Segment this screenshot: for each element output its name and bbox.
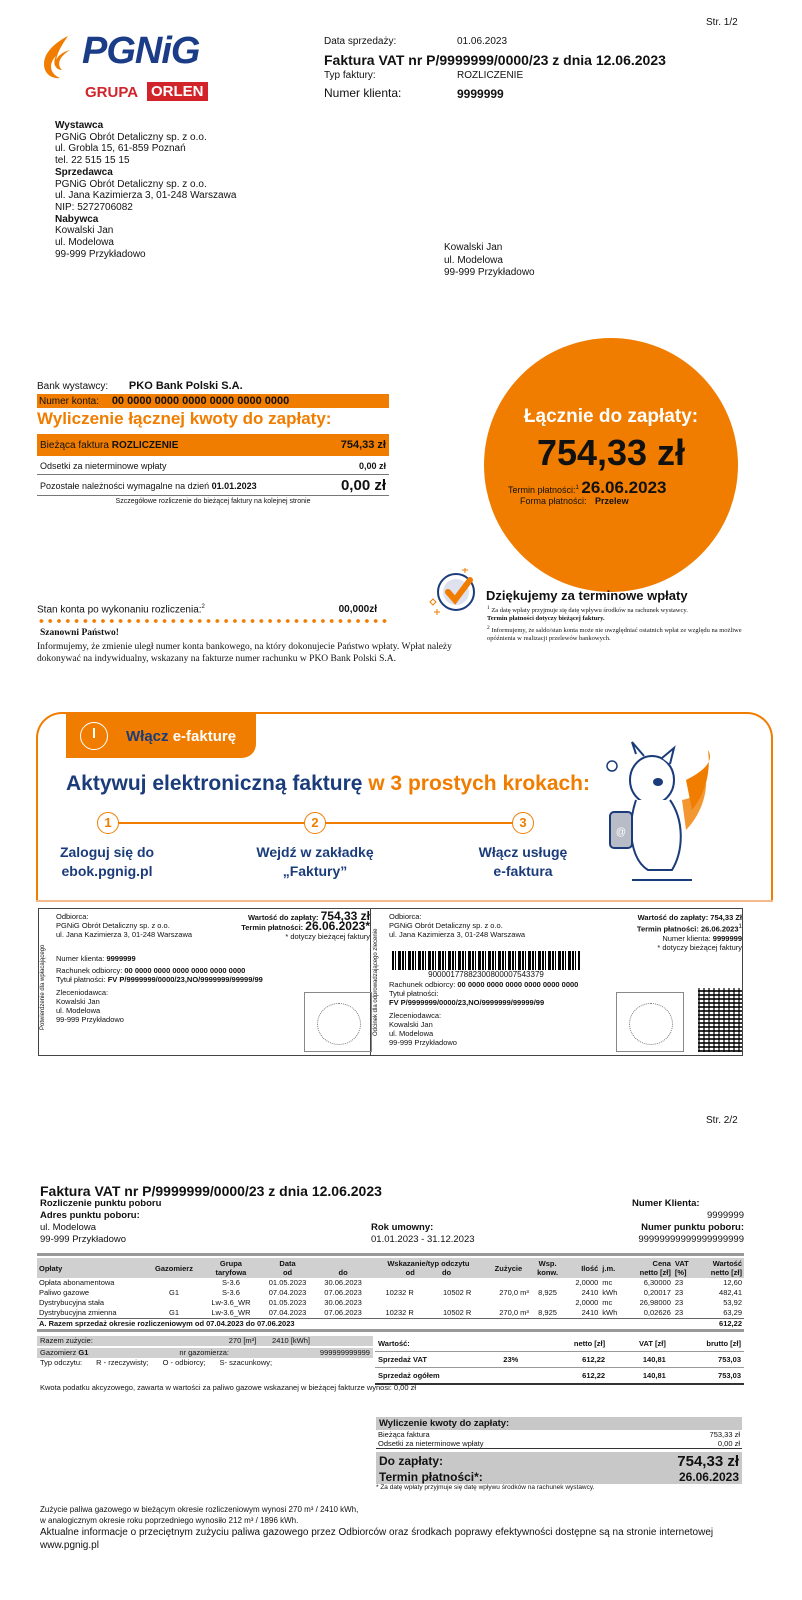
step-1-text	[42, 843, 172, 881]
headline-part-2: w 3 prostych krokach:	[368, 772, 591, 795]
total-amount: 754,33 zł	[536, 432, 686, 473]
payment-current-row	[376, 1430, 742, 1439]
line: ul. Jana Kazimierza 3, 01-248 Warszawa	[389, 930, 526, 939]
cell-coef: 8,925	[538, 1308, 557, 1317]
usage-kwh: 2410 [kWh]	[272, 1336, 310, 1345]
cell-price: 6,30000	[643, 1278, 671, 1287]
pod-value: 99999999999999999999	[638, 1234, 744, 1245]
svg-text:@: @	[615, 827, 627, 838]
cell-r-to	[428, 1278, 486, 1288]
buyer-line: ul. Modelowa	[55, 237, 114, 249]
note-sup: 2	[487, 625, 490, 631]
cell-price: 0,20017	[643, 1288, 671, 1297]
value: 9999999	[712, 933, 742, 943]
line: ul. Jana Kazimierza 3, 01-248 Warszawa	[56, 930, 193, 939]
col-header: Wskazanie/typ odczytu od do	[371, 1258, 486, 1278]
col-header: Data od	[260, 1258, 316, 1278]
issuer-line: ul. Grobla 15, 61-859 Poznań	[55, 143, 186, 155]
issuer-line: tel. 22 515 15 15	[55, 155, 130, 167]
col-header: Gazomierz	[146, 1258, 202, 1278]
step-2-text	[240, 843, 390, 881]
sum-label: A. Razem sprzedaż okresie rozliczeniowym od 07.04.2023 do 07.06.2023	[37, 1319, 697, 1331]
efaktura-headline	[66, 772, 590, 796]
col-header: VAT [%]	[673, 1258, 697, 1278]
payment-total-row	[376, 1452, 742, 1470]
usage-label: Razem zużycie:	[40, 1336, 93, 1345]
usage-total-bar	[37, 1336, 373, 1346]
value: 00 0000 0000 0000 0000 0000 0000	[124, 966, 246, 975]
cell-r-from: 10232 R	[385, 1288, 414, 1297]
col-header: Zużycie	[486, 1258, 531, 1278]
note: * dotyczy bieżącej faktury	[657, 942, 742, 952]
page-number: Str. 1/2	[706, 17, 738, 28]
cell-net: 53,92	[723, 1298, 742, 1307]
label: Tytuł płatności:	[389, 989, 439, 998]
line: 99-999 Przykładowo	[389, 1038, 457, 1047]
charge-row	[37, 1298, 744, 1308]
checkmark-badge-icon	[424, 568, 482, 620]
balance-sup: 2	[201, 604, 205, 610]
slip-left-details	[56, 954, 263, 1024]
charge-row	[37, 1308, 744, 1319]
payment-summary	[376, 1417, 742, 1491]
cell-meter: G1	[169, 1288, 180, 1297]
due-label: Termin płatności:	[508, 485, 576, 495]
cell-group: Lw-3.6_WR	[211, 1298, 251, 1307]
issuer-heading: Wystawca	[55, 120, 104, 131]
slip-right-amount	[580, 913, 742, 952]
step-line: Zaloguj się do	[59, 844, 155, 860]
total-title: Łącznie do zapłaty:	[523, 406, 699, 427]
step-number: 2	[304, 812, 326, 834]
thanks-note-2	[487, 624, 747, 643]
cell-meter	[146, 1278, 202, 1288]
calc-current-row	[37, 434, 389, 456]
calc-current-type: ROZLICZENIE	[111, 439, 179, 451]
vat-row	[375, 1352, 744, 1368]
step-number: 3	[512, 812, 534, 834]
slip-right-recipient	[389, 912, 525, 939]
label: Odsetki za nieterminowe wpłaty	[378, 1439, 484, 1448]
letter-greeting: Szanowni Państwo!	[40, 628, 119, 638]
payment-interest-row	[376, 1439, 742, 1449]
address-line: 99-999 Przykładowo	[444, 267, 535, 278]
parties-block	[55, 120, 236, 260]
vat-cell	[500, 1368, 539, 1385]
cell-vat: 23	[674, 1308, 684, 1317]
invoice-type: ROZLICZENIE	[457, 70, 524, 81]
line: 99-999 Przykładowo	[56, 1015, 124, 1024]
charges-table	[37, 1258, 744, 1332]
invoice-title: Faktura VAT nr P/9999999/0000/23 z dnia 12.06.2023	[324, 52, 666, 68]
page-2-title: Faktura VAT nr P/9999999/0000/23 z dnia 12.06.2023	[40, 1183, 382, 1199]
line: ul. Modelowa	[56, 1006, 101, 1015]
calc-other-date: 01.01.2023	[211, 480, 257, 491]
label: Numer klienta:	[56, 954, 105, 963]
cell-price: 26,98000	[639, 1298, 671, 1307]
footer-line: w analogicznym okresie roku poprzedniego wynosiło 212 m³ / 1896 kWh.	[40, 1516, 299, 1525]
vat-cell: 753,03	[669, 1368, 744, 1385]
buyer-line: Kowalski Jan	[55, 225, 114, 237]
cell-net: 63,29	[723, 1308, 742, 1317]
payment-title: Wyliczenie kwoty do zapłaty:	[376, 1417, 742, 1430]
calc-note: Szczegółowe rozliczenie do bieżącej faktury na kolejnej stronie	[115, 498, 311, 505]
step-number: 1	[97, 812, 119, 834]
value: 754,33 zł	[677, 1452, 739, 1470]
value: 26.06.2023*	[305, 919, 370, 933]
address-line: ul. Modelowa	[40, 1222, 96, 1233]
balance-row	[37, 604, 389, 615]
bank-name: PKO Bank Polski S.A.	[128, 380, 243, 392]
contract-year: 01.01.2023 - 31.12.2023	[371, 1234, 475, 1245]
vat-cell: Wartość:	[375, 1336, 500, 1352]
tab-word-1: Włącz	[126, 728, 169, 745]
mascot-dog-icon	[596, 740, 716, 890]
pod-label: Numer punktu poboru:	[641, 1222, 744, 1233]
cell-qty: 2,0000	[575, 1298, 599, 1307]
value: 754,33 Zł	[710, 913, 742, 922]
cell-net: 12,60	[723, 1278, 742, 1287]
buyer-line: 99-999 Przykładowo	[55, 248, 146, 260]
vat-header-row	[375, 1336, 744, 1352]
label: Numer klienta:	[662, 933, 711, 943]
cell-to: 07.06.2023	[324, 1308, 362, 1317]
address-label: Adres punktu poboru:	[40, 1210, 140, 1221]
seller-heading: Sprzedawca	[55, 166, 113, 178]
step-3-text	[458, 843, 588, 881]
sale-date-label: Data sprzedaży:	[324, 36, 397, 47]
line: Kowalski Jan	[56, 997, 100, 1006]
legend-item: O - odbiorcy;	[162, 1358, 206, 1367]
meter-bar	[37, 1348, 373, 1358]
contract-year-label: Rok umowny:	[371, 1222, 434, 1233]
slip-right-vertical-label: Odcinek dla odprowadzającego zlecenie	[373, 928, 379, 1036]
sale-date: 01.06.2023	[457, 36, 508, 47]
cell-unit: mc	[602, 1278, 613, 1287]
cell-unit: mc	[602, 1298, 613, 1307]
cell-group: Lw-3.6_WR	[211, 1308, 251, 1317]
step-line: Włącz usługę	[478, 844, 568, 860]
stamp-field	[616, 992, 684, 1052]
vat-cell: 612,22	[539, 1368, 608, 1385]
tab-word-2: e-fakturę	[172, 728, 237, 745]
label: Odbiorca:	[389, 912, 422, 921]
barcode	[392, 951, 580, 970]
line: PGNiG Obrót Detaliczny sp. z o.o.	[56, 921, 170, 930]
cell-to: 07.06.2023	[324, 1288, 362, 1297]
meter-no: 999999999999	[319, 1348, 370, 1357]
step-line: e-faktura	[493, 863, 553, 879]
qr-code	[698, 988, 742, 1052]
cell-group: S-3.6	[221, 1288, 240, 1297]
cell-to: 30.06.2023	[324, 1298, 362, 1307]
cell-vat: 23	[674, 1288, 684, 1297]
vat-cell: 140,81	[608, 1368, 669, 1385]
charges-sum-row	[37, 1319, 744, 1331]
due-row	[508, 478, 666, 498]
line: Kowalski Jan	[389, 1020, 433, 1029]
value: 754,33 zł	[320, 909, 370, 923]
label: Odbiorca:	[56, 912, 89, 921]
cell-usage: 270,0 m³	[499, 1308, 529, 1317]
col-header: j.m.	[600, 1258, 625, 1278]
cell-r-from	[371, 1298, 429, 1308]
group-prefix: GRUPA	[85, 84, 139, 101]
sum-value: 612,22	[697, 1319, 744, 1331]
cell-meter	[146, 1298, 202, 1308]
seller-line: ul. Jana Kazimierza 3, 01-248 Warszawa	[55, 190, 237, 202]
meter-no-label: nr gazomierza:	[179, 1348, 229, 1357]
cell-r-from	[371, 1278, 429, 1288]
value: FV P/9999999/0000/23,NO/9999999/99999/99	[389, 998, 545, 1007]
label: Zleceniodawca:	[56, 988, 109, 997]
banner-bottom-line	[36, 900, 773, 902]
calc-interest-value: 0,00 zł	[358, 460, 386, 471]
cell-name: Dystrybucyjna stała	[39, 1298, 105, 1307]
cell-from: 01.05.2023	[268, 1298, 307, 1307]
vat-cell: Sprzedaż VAT	[375, 1352, 500, 1368]
address-line: 99-999 Przykładowo	[40, 1234, 127, 1245]
thanks-note-1	[487, 604, 747, 623]
usage-block	[37, 1336, 373, 1367]
cell-group: S-3.6	[221, 1278, 240, 1287]
col-header: Opłaty	[37, 1258, 146, 1278]
calc-current-label: Bieżąca faktura	[40, 439, 109, 451]
note: * dotyczy bieżącej faktury	[285, 932, 370, 941]
cell-name: Paliwo gazowe	[39, 1288, 90, 1297]
line: ul. Modelowa	[389, 1029, 434, 1038]
vat-cell: Sprzedaż ogółem	[375, 1368, 500, 1385]
cell-usage: 270,0 m³	[499, 1288, 529, 1297]
issuer-line: PGNiG Obrót Detaliczny sp. z o.o.	[55, 131, 207, 143]
flame-logo-icon	[38, 34, 78, 80]
address-line: ul. Modelowa	[444, 254, 503, 266]
excise-note: Kwota podatku akcyzowego, zawarta w wartości za paliwo gazowe wskazanej w bieżącej fakturze wynosi: 0,00 zł	[40, 1383, 417, 1392]
cell-usage	[486, 1298, 531, 1308]
cell-coef	[531, 1298, 564, 1308]
col-header: Wsp. konw.	[531, 1258, 564, 1278]
calc-interest-row	[37, 457, 389, 475]
label: Do zapłaty:	[379, 1454, 444, 1468]
brand-logo: PGNiG	[82, 30, 200, 72]
label: Tytuł płatności:	[56, 975, 106, 984]
cell-net: 482,41	[719, 1288, 742, 1297]
balance-label: Stan konta po wykonaniu rozliczenia:	[37, 604, 202, 616]
vat-cell: 140,81	[608, 1352, 669, 1368]
barcode-number: 90000177882300800007543379	[428, 970, 544, 979]
invoice-type-label: Typ faktury:	[324, 70, 376, 81]
letter-body: Informujemy, że zmienie uległ numer konta bankowego, na który dokonujecie Państwo wpłaty. Wpłat należy dokonywać na indywidualny, wskazany na fakturze numer rachunku w PKO Bank Polski S.A.	[37, 642, 452, 664]
label: Wartość do zapłaty:	[637, 913, 709, 922]
col-header: Ilość	[564, 1258, 600, 1278]
vat-row	[375, 1368, 744, 1385]
table-header-row	[37, 1258, 744, 1278]
footer-notes	[40, 1504, 713, 1552]
step-line: ebok.pgnig.pl	[61, 863, 153, 879]
line: PGNiG Obrót Detaliczny sp. z o.o.	[389, 921, 503, 930]
cell-name: Dystrybucyjna zmienna	[39, 1308, 117, 1317]
vat-cell: brutto [zł]	[669, 1336, 744, 1352]
cell-price: 0,02626	[643, 1308, 671, 1317]
label: Termin płatności:	[241, 923, 304, 932]
address-window	[444, 242, 535, 280]
calc-interest-label: Odsetki za nieterminowe wpłaty	[40, 460, 167, 471]
cell-vat: 23	[674, 1278, 684, 1287]
due-date: 26.06.2023	[581, 478, 667, 497]
step-line: Wejdź w zakładkę	[256, 844, 374, 860]
client-number-label: Numer klienta:	[324, 86, 402, 100]
calc-other-row	[37, 476, 389, 496]
account-label: Numer konta:	[39, 396, 100, 407]
calc-other-value: 0,00 zł	[340, 477, 386, 494]
cell-coef	[531, 1278, 564, 1288]
vat-cell: VAT [zł]	[608, 1336, 669, 1352]
payment-form-label: Forma płatności:	[520, 496, 587, 506]
slip-right-details	[389, 980, 578, 1047]
slip-left-recipient	[56, 912, 192, 939]
headline-part-1: Aktywuj elektroniczną fakturę	[66, 772, 363, 795]
cell-qty: 2410	[581, 1308, 599, 1317]
cell-qty: 2410	[581, 1288, 599, 1297]
legend-item: S- szacunkowy;	[219, 1358, 273, 1367]
sup: 1	[738, 923, 742, 930]
note-text: Informujemy, że saldo/stan konta może nie uwzględniać ostatnich wpłat ze względu na możliwe opóźnienia w realizacji przelewów bankowych.	[487, 627, 742, 643]
payment-form-row	[520, 496, 629, 506]
vat-cell: 23%	[500, 1352, 539, 1368]
cell-coef: 8,925	[538, 1288, 557, 1297]
footer-link[interactable]: www.pgnig.pl	[40, 1540, 99, 1551]
seller-line: PGNiG Obrót Detaliczny sp. z o.o.	[55, 178, 207, 190]
account-bar	[37, 394, 389, 408]
label: Zleceniodawca:	[389, 1011, 442, 1020]
label: Termin płatności*:	[379, 1470, 483, 1484]
account-number: 00 0000 0000 0000 0000 0000 0000	[111, 395, 290, 407]
label: Termin płatności:	[636, 924, 699, 934]
vat-cell: netto [zł]	[539, 1336, 608, 1352]
cell-from: 07.04.2023	[268, 1308, 307, 1317]
efaktura-tab-label	[126, 728, 236, 745]
table-top-rule	[37, 1253, 744, 1256]
footer-line: Aktualne informacje o przeciętnym zużyciu paliwa gazowego przez Odbiorców oraz środkach poprawy efektywności dostępne są na stronie internetowej	[40, 1527, 714, 1538]
cell-r-to: 10502 R	[442, 1308, 472, 1317]
col-header: Wartość netto [zł]	[697, 1258, 744, 1278]
cell-vat: 23	[674, 1298, 684, 1307]
address-line: Kowalski Jan	[444, 242, 503, 253]
meter: G1	[78, 1348, 89, 1357]
vat-summary-table	[375, 1336, 744, 1385]
bank-row	[37, 380, 389, 392]
col-header: do	[315, 1258, 371, 1278]
value: 0,00 zł	[717, 1439, 740, 1448]
read-type-legend	[37, 1358, 373, 1367]
cell-unit: kWh	[602, 1308, 618, 1317]
cell-r-from: 10232 R	[385, 1308, 414, 1317]
calc-current-value: 754,33 zł	[340, 439, 386, 451]
vat-cell: 612,22	[539, 1352, 608, 1368]
calc-other-label: Pozostałe należności wymagalne na dzień	[40, 480, 210, 491]
step-line: „Faktury”	[282, 863, 348, 879]
col-header: Cena netto [zł]	[626, 1258, 673, 1278]
cell-r-to	[428, 1298, 486, 1308]
cell-unit: kWh	[602, 1288, 618, 1297]
cell-from: 07.04.2023	[268, 1288, 307, 1297]
vat-cell	[500, 1336, 539, 1352]
dotted-divider	[37, 618, 389, 624]
col-header: Grupa taryfowa	[202, 1258, 260, 1278]
page-2-number: Str. 2/2	[706, 1115, 738, 1126]
payment-note: * Za datę wpłaty przyjmuje się datę wpływu środków na rachunek wystawcy.	[376, 1484, 595, 1491]
payment-form: Przelew	[595, 496, 629, 506]
group-name: ORLEN	[147, 82, 208, 101]
power-icon	[80, 722, 108, 750]
legend-label: Typ odczytu:	[40, 1358, 83, 1367]
value: 753,33 zł	[709, 1430, 740, 1439]
client-value: 9999999	[707, 1210, 744, 1221]
note-sup: 1	[487, 605, 490, 611]
cell-name: Opłata abonamentowa	[39, 1278, 115, 1287]
label: Wartość do zapłaty:	[247, 913, 319, 922]
charge-row	[37, 1278, 744, 1288]
cell-to: 30.06.2023	[324, 1278, 362, 1287]
client-label: Numer Klienta:	[632, 1198, 700, 1209]
value: 9999999	[106, 954, 136, 963]
label: Bieżąca faktura	[378, 1430, 430, 1439]
cell-from: 01.05.2023	[268, 1278, 307, 1287]
stamp-field	[304, 992, 372, 1052]
seller-line: NIP: 5272706082	[55, 201, 133, 213]
calc-title: Wyliczenie łącznej kwoty do zapłaty:	[37, 409, 332, 428]
legend-item: R - rzeczywisty;	[96, 1358, 149, 1367]
value: FV P/9999999/0000/23,NO/9999999/99999/99	[107, 975, 263, 984]
cell-meter: G1	[169, 1308, 180, 1317]
slip-left-amount	[196, 909, 370, 941]
value: 26.06.2023	[700, 924, 739, 934]
thanks-title: Dziękujemy za terminowe wpłaty	[486, 588, 688, 603]
usage-m3: 270 [m³]	[228, 1336, 257, 1345]
note-text: Za datę wpłaty przyjmuje się datę wpływu środków na rachunek wystawcy.	[491, 607, 688, 615]
cell-usage	[486, 1278, 531, 1288]
slip-left-vertical-label: Potwierdzenie dla wpłacającego	[40, 944, 46, 1030]
note-bold: Termin płatności dotyczy bieżącej faktury.	[487, 615, 605, 623]
bank-label: Bank wystawcy:	[37, 381, 109, 392]
value: 26.06.2023	[678, 1470, 739, 1484]
balance-value: 00,000zł	[338, 604, 377, 615]
payment-due-row	[376, 1470, 742, 1484]
vat-cell: 753,03	[669, 1352, 744, 1368]
cell-r-to: 10502 R	[442, 1288, 472, 1297]
due-sup: 1	[575, 485, 579, 491]
value: 00 0000 0000 0000 0000 0000 0000	[457, 980, 579, 989]
label: Rachunek odbiorcy:	[56, 966, 123, 975]
buyer-heading: Nabywca	[55, 213, 99, 225]
meter-label: Gazomierz	[40, 1348, 77, 1357]
client-number: 9999999	[457, 87, 504, 101]
footer-line: Zużycie paliwa gazowego w bieżącym okresie rozliczeniowym wynosi 270 m³ / 2410 kWh,	[40, 1505, 359, 1514]
charge-row	[37, 1288, 744, 1298]
label: Rachunek odbiorcy:	[389, 980, 456, 989]
cell-qty: 2,0000	[575, 1278, 599, 1287]
page-2-subtitle: Rozliczenie punktu poboru	[40, 1198, 162, 1209]
